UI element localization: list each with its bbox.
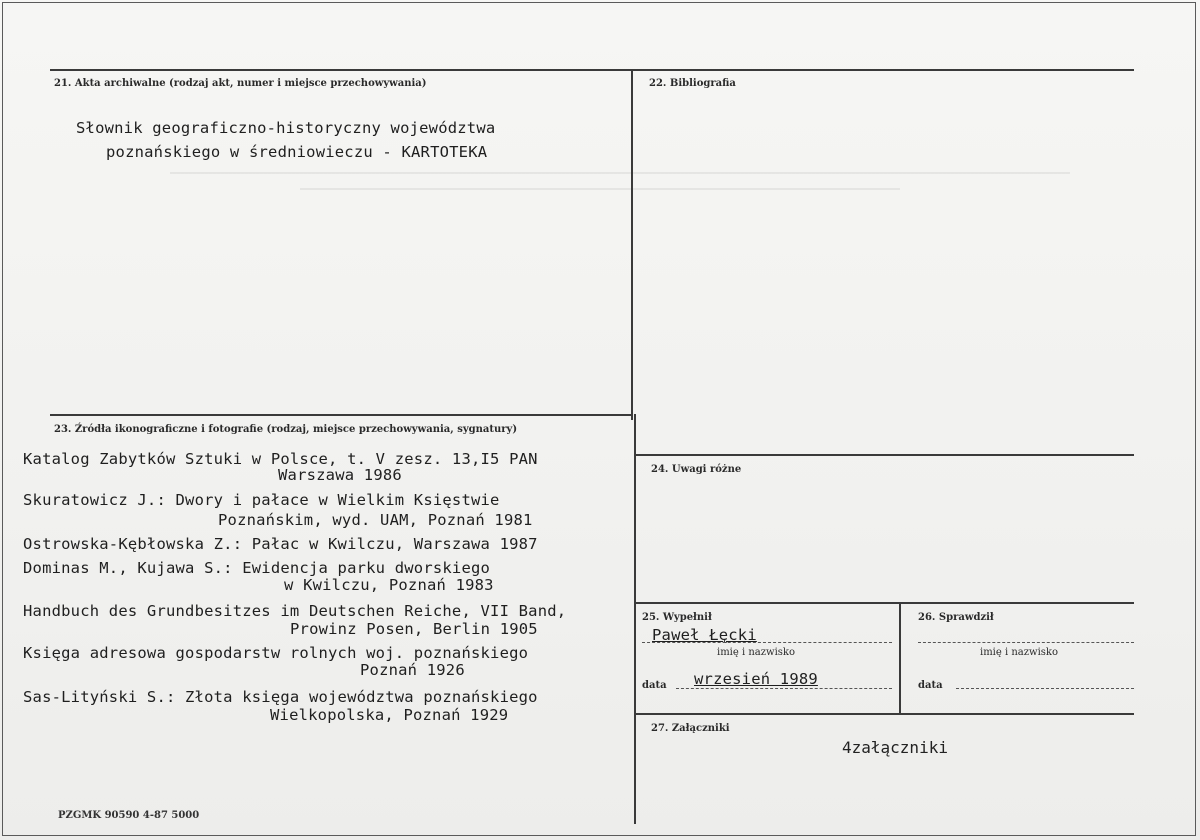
source-entry-4-line2: w Kwilczu, Poznań 1983	[284, 576, 494, 594]
section21-label: 21. Akta archiwalne (rodzaj akt, numer i miejsce przechowywania)	[54, 78, 427, 89]
section22-label: 22. Bibliografia	[649, 78, 736, 89]
checked-by-name-line	[918, 642, 1134, 643]
source-entry-6-line1: Księga adresowa gospodarstw rolnych woj. poznańskiego	[23, 644, 529, 662]
source-entry-2-line1: Skuratowicz J.: Dwory i pałace w Wielkim Księstwie	[23, 491, 500, 509]
source-entry-4-line1: Dominas M., Kujawa S.: Ewidencja parku dworskiego	[23, 559, 491, 577]
filled-by-name: Paweł Łęcki	[652, 626, 757, 644]
source-entry-5-line2: Prowinz Posen, Berlin 1905	[290, 620, 538, 638]
section24-rule	[634, 454, 1134, 456]
section23-label: 23. Źródła ikonograficzne i fotografie (rodzaj, miejsce przechowywania, sygnatury)	[54, 424, 518, 435]
source-entry-1-line1: Katalog Zabytków Sztuki w Polsce, t. V zesz. 13,I5 PAN	[23, 450, 538, 468]
section23-rule	[50, 414, 632, 416]
section24-label: 24. Uwagi różne	[651, 464, 742, 475]
source-entry-7-line2: Wielkopolska, Poznań 1929	[270, 706, 509, 724]
show-through-line	[170, 172, 1070, 174]
form-print-code: PZGMK 90590 4-87 5000	[58, 810, 200, 821]
show-through-line	[300, 188, 900, 190]
filled-by-name-caption: imię i nazwisko	[717, 647, 795, 658]
source-entry-6-line2: Poznań 1926	[360, 661, 465, 679]
filled-by-date-line	[676, 688, 892, 689]
top-rule	[50, 69, 1134, 71]
section27-rule	[634, 713, 1134, 715]
section25-26-divider	[899, 602, 901, 714]
source-entry-5-line1: Handbuch des Grundbesitzes im Deutschen Reiche, VII Band,	[23, 602, 567, 620]
filled-by-date-label: data	[642, 680, 667, 691]
section26-label: 26. Sprawdził	[918, 612, 994, 623]
attachments-value: 4załączniki	[842, 738, 948, 757]
section21-line1: Słownik geograficzno-historyczny województwa	[76, 119, 496, 137]
section21-line2: poznańskiego w średniowieczu - KARTOTEKA	[106, 143, 488, 161]
section25-label: 25. Wypełnił	[642, 612, 712, 623]
checked-by-name-caption: imię i nazwisko	[980, 647, 1058, 658]
source-entry-3-line1: Ostrowska-Kębłowska Z.: Pałac w Kwilczu, Warszawa 1987	[23, 535, 538, 553]
section27-label: 27. Załączniki	[651, 723, 730, 734]
source-entry-1-line2: Warszawa 1986	[278, 466, 402, 484]
checked-by-date-line	[956, 688, 1134, 689]
filled-by-date: wrzesień 1989	[694, 670, 818, 688]
source-entry-7-line1: Sas-Lityński S.: Złota księga województwa poznańskiego	[23, 688, 538, 706]
source-entry-2-line2: Poznańskim, wyd. UAM, Poznań 1981	[218, 511, 533, 529]
filled-by-name-line	[642, 642, 892, 643]
center-divider-lower	[634, 414, 636, 824]
checked-by-date-label: data	[918, 680, 943, 691]
section25-rule	[634, 602, 1134, 604]
center-divider-upper	[631, 69, 633, 420]
